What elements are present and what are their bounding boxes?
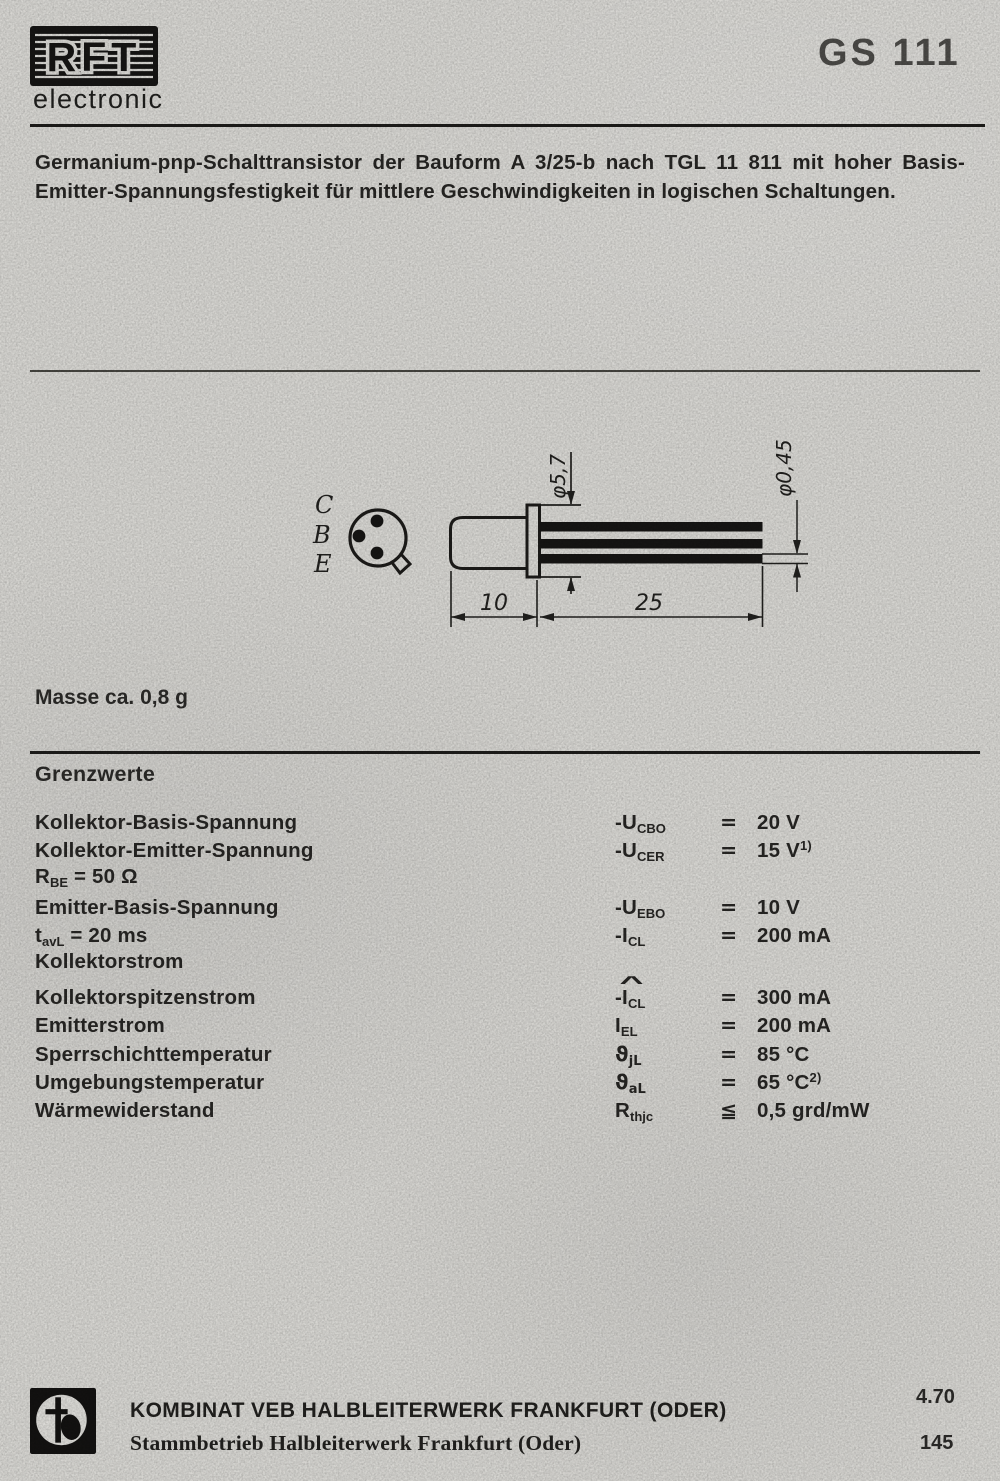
limit-label-text: Emitterstrom — [35, 1014, 165, 1037]
page-number: 145 — [920, 1432, 954, 1454]
limit-symbol-sub: CER — [637, 849, 665, 864]
limit-symbol — [615, 922, 645, 951]
limit-label-text: Kollektorspitzenstrom — [35, 986, 256, 1009]
limit-label — [35, 1041, 272, 1068]
dim-arrow — [748, 613, 762, 621]
limit-symbol-text: -I — [615, 924, 628, 947]
side-view — [451, 505, 763, 577]
limit-label-rest: = 50 Ω — [68, 865, 138, 888]
limit-relation: ≦ — [720, 1098, 738, 1122]
part-number: GS 111 — [818, 32, 961, 74]
table-row — [35, 809, 965, 836]
limit-value — [757, 922, 831, 949]
limit-symbol-sub: CL — [627, 996, 646, 1011]
limits-divider — [30, 751, 980, 754]
dim-arrow — [540, 613, 554, 621]
dim-arrow — [793, 564, 801, 578]
limit-label-rest: = 20 ms — [64, 924, 148, 947]
limit-value-text: 20 V — [757, 811, 800, 834]
limit-symbol-text: R — [615, 1099, 631, 1122]
limit-label — [35, 863, 138, 892]
limit-label-sub: avL — [42, 934, 65, 949]
brand-subtitle: electronic — [33, 84, 164, 114]
limit-symbol — [615, 1069, 646, 1099]
limit-relation: = — [720, 1042, 738, 1066]
flange — [527, 505, 540, 577]
rft-logo-text: RFT — [46, 34, 142, 80]
limit-label — [35, 809, 297, 836]
description-line1: Germanium-pnp-Schalttransistor der Bauform A 3/25-b nach TGL 11 811 mit hoher Basis- — [35, 151, 965, 174]
pin-label-b: B — [313, 521, 331, 549]
limit-value — [757, 837, 812, 866]
dim-body-length-label: 10 — [480, 591, 508, 616]
table-row — [35, 894, 965, 921]
limit-value-text: 300 mA — [757, 986, 832, 1009]
limit-value — [757, 984, 831, 1011]
hfo-logo-f-stem — [55, 1397, 61, 1442]
limit-symbol-sub: EL — [620, 1024, 638, 1039]
limit-label — [35, 922, 148, 951]
limit-symbol-sub: aL — [628, 1082, 646, 1097]
plant-line: Stammbetrieb Halbleiterwerk Frankfurt (Oder) — [130, 1431, 582, 1455]
dim-arrow — [523, 613, 537, 621]
limit-symbol-sub: thjc — [630, 1109, 654, 1124]
table-row — [35, 837, 965, 864]
limit-symbol-text: ϑ — [615, 1070, 629, 1094]
lead-top — [540, 522, 763, 532]
pin-dot-c — [371, 515, 384, 528]
limit-relation: = — [720, 895, 738, 919]
limit-symbol-sub: jL — [628, 1054, 642, 1069]
pin-labels — [312, 491, 333, 578]
dim-flange-label: φ5,7 — [546, 454, 570, 499]
rft-logo — [30, 26, 158, 86]
limit-label — [35, 894, 279, 921]
hfo-logo-circle — [36, 1395, 87, 1446]
limit-symbol — [615, 837, 664, 866]
table-row — [35, 863, 965, 890]
limit-symbol-sub: CL — [627, 934, 646, 949]
limit-label — [35, 984, 256, 1011]
limit-value-text: 200 mA — [757, 924, 832, 947]
limit-value — [757, 1097, 870, 1124]
description-line2: Emitter-Spannungsfestigkeit für mittlere Geschwindigkeiten in logischen Schaltungen. — [35, 180, 896, 203]
table-row — [35, 922, 965, 949]
limit-label-text: Kollektorstrom — [35, 950, 184, 973]
table-row — [35, 1069, 965, 1096]
dim-lead-length-label: 25 — [635, 591, 663, 616]
limit-relation: = — [720, 923, 738, 947]
limit-symbol-text: ϑ — [615, 1042, 629, 1066]
limit-label-text: Umgebungstemperatur — [35, 1071, 265, 1094]
limit-relation: = — [720, 1070, 738, 1094]
package-drawing — [280, 420, 825, 642]
limit-value-text: 85 °C — [757, 1043, 810, 1066]
limit-symbol-text: I — [615, 1014, 621, 1037]
limit-value-text: 15 V — [757, 839, 800, 862]
limit-value-text: 200 mA — [757, 1014, 832, 1037]
limit-label-text: Emitter-Basis-Spannung — [35, 896, 279, 919]
limit-label-text: Wärmewiderstand — [35, 1099, 215, 1122]
pin-dot-e — [371, 547, 384, 560]
limit-value-sup: 2) — [809, 1070, 822, 1085]
hfo-logo — [30, 1388, 96, 1454]
limit-label — [35, 1097, 215, 1124]
limit-value — [757, 1041, 810, 1068]
limit-label — [35, 837, 314, 864]
dim-lead-dia — [762, 500, 808, 592]
dim-arrow — [793, 540, 801, 554]
limit-symbol-text: -U — [615, 839, 638, 862]
limit-value — [757, 894, 800, 921]
header-divider — [30, 124, 985, 127]
limit-value-text: 65 °C — [757, 1071, 810, 1094]
limit-value-text: 10 V — [757, 896, 800, 919]
pin-view — [350, 510, 410, 573]
limit-symbol-sub: CBO — [637, 821, 666, 836]
dim-lead-dia-label: φ0,45 — [772, 439, 796, 497]
limit-label — [35, 1069, 264, 1096]
table-row — [35, 1097, 965, 1124]
limit-value — [757, 1069, 821, 1098]
limit-relation: = — [720, 1013, 738, 1037]
table-row — [35, 974, 965, 1011]
limit-symbol — [615, 894, 665, 923]
pin-label-e: E — [314, 550, 332, 578]
pin-label-c: C — [315, 491, 334, 519]
limit-value — [757, 809, 800, 836]
table-row — [35, 1041, 965, 1068]
dim-arrow — [567, 577, 575, 591]
table-row — [35, 948, 965, 975]
table-row — [35, 1012, 965, 1039]
limit-symbol — [615, 809, 666, 838]
limit-relation: = — [720, 838, 738, 862]
limit-symbol-hat: ^ — [619, 974, 645, 993]
limits-title: Grenzwerte — [35, 762, 156, 786]
limit-label — [35, 1012, 165, 1039]
limit-symbol-sub: EBO — [637, 906, 666, 921]
limit-relation: = — [720, 985, 738, 1009]
limit-symbol-text: -I — [615, 986, 628, 1009]
body-outline — [451, 518, 528, 569]
limits-table — [35, 805, 965, 1125]
limit-label-text: R — [35, 865, 51, 888]
limit-label-text: Sperrschichttemperatur — [35, 1043, 272, 1066]
limit-label-text: Kollektor-Basis-Spannung — [35, 811, 298, 834]
limit-label — [35, 948, 184, 975]
dim-arrow — [451, 613, 465, 621]
lead-middle — [540, 539, 763, 549]
limit-symbol — [615, 1097, 653, 1126]
description-paragraph — [35, 148, 965, 206]
lead-bottom — [540, 554, 763, 564]
section-divider-top — [30, 370, 980, 372]
limit-relation: = — [720, 810, 738, 834]
hfo-logo-f-bar — [45, 1409, 67, 1414]
limit-label-text: t — [35, 924, 43, 947]
limit-symbol-text: -U — [615, 811, 638, 834]
limit-label-text: Kollektor-Emitter-Spannung — [35, 839, 314, 862]
limit-symbol-text: -U — [615, 896, 638, 919]
date-code: 4.70 — [916, 1386, 955, 1408]
mass-note: Masse ca. 0,8 g — [35, 686, 188, 709]
limit-label-sub: BE — [50, 875, 69, 890]
limit-symbol — [615, 1012, 638, 1041]
limit-value-sup: 1) — [799, 838, 812, 853]
publisher-line: KOMBINAT VEB HALBLEITERWERK FRANKFURT (ODER) — [130, 1399, 727, 1422]
pin-dot-b — [353, 530, 366, 543]
limit-value — [757, 1012, 831, 1039]
limit-symbol — [615, 974, 646, 1013]
limit-symbol — [615, 1041, 642, 1071]
limit-value-text: 0,5 grd/mW — [757, 1099, 870, 1122]
